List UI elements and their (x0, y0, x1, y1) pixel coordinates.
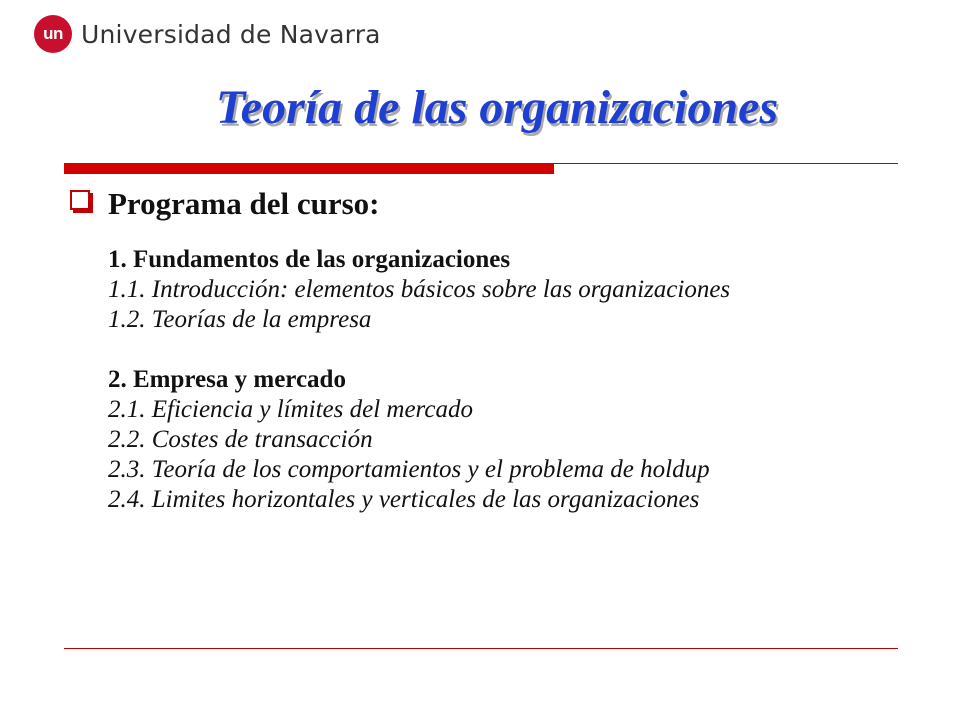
section-heading: Programa del curso: (108, 186, 380, 221)
checkbox-bullet-icon (70, 190, 90, 210)
syllabus-section-title: 2. Empresa y mercado (108, 366, 346, 393)
university-logo (34, 14, 381, 54)
syllabus-item: 1.2. Teorías de la empresa (108, 306, 372, 333)
un-logo-icon: un (34, 15, 72, 53)
title-underline-thin (554, 163, 898, 164)
syllabus-item: 2.1. Eficiencia y límites del mercado (108, 396, 473, 423)
footer-rule (64, 648, 898, 649)
syllabus-section-title: 1. Fundamentos de las organizaciones (108, 246, 511, 273)
slide-title: Teoría de las organizaciones (215, 81, 779, 134)
university-name: Universidad de Navarra (81, 19, 381, 49)
syllabus-item: 1.1. Introducción: elementos básicos sobre las organizaciones (108, 276, 731, 303)
syllabus-list (108, 245, 948, 515)
syllabus-item: 2.4. Limites horizontales y verticales de las organizaciones (108, 486, 700, 513)
section-spacer (108, 335, 948, 365)
title-underline-thick (64, 163, 554, 174)
syllabus-item: 2.3. Teoría de los comportamientos y el problema de holdup (108, 456, 710, 483)
syllabus-item: 2.2. Costes de transacción (108, 426, 373, 453)
